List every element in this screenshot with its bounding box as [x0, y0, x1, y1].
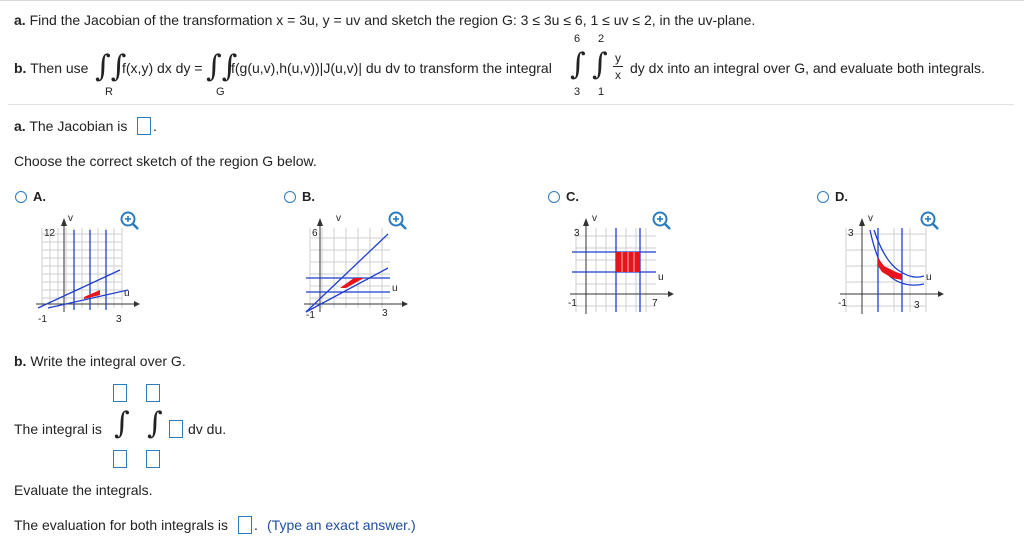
option-d-radio[interactable] — [817, 191, 829, 203]
integrand-xy: f(x,y) dx dy = — [122, 60, 203, 76]
option-d-u-tick: 3 — [914, 300, 920, 311]
option-b-v-tick: 6 — [312, 228, 318, 239]
option-a-v-tick: 12 — [44, 228, 56, 239]
region-g-label: G — [216, 86, 225, 98]
part-b-statement — [14, 60, 88, 76]
jacobian-prompt — [14, 118, 127, 134]
part-b-label: b. — [14, 60, 27, 76]
option-c-u-tick: 7 — [652, 298, 658, 309]
part-b-then-use: Then use — [30, 60, 89, 76]
answer-a-text: The Jacobian is — [29, 118, 128, 134]
integrand-uv: f(g(u,v),h(u,v))|J(u,v)| du dv to transform the integral — [231, 60, 552, 76]
option-c-v-tick: 3 — [574, 228, 580, 239]
iterated-integral-outer: ∫ — [570, 47, 586, 82]
part-a-label: a. — [14, 12, 26, 28]
option-c-neg-tick: -1 — [568, 298, 577, 309]
option-c-v-axis-label: v — [592, 213, 597, 224]
part-a-statement — [14, 12, 755, 28]
outer-upper-limit: 6 — [574, 33, 581, 45]
option-a-radio[interactable] — [15, 191, 27, 203]
integral-is-label: The integral is — [14, 421, 102, 437]
evaluate-text: Evaluate the integrals. — [14, 482, 153, 498]
inner-upper-limit-input[interactable] — [146, 384, 160, 402]
option-a-v-axis-label: v — [68, 213, 73, 224]
inner-upper-limit: 2 — [598, 33, 605, 45]
part-a-text: Find the Jacobian of the transformation x = 3u, y = uv and sketch the region G: 3 ≤ 3u ≤ 6, 1 ≤ uv ≤ 2, in the uv-plane. — [29, 12, 756, 28]
part-b-tail: dy dx into an integral over G, and evaluate both integrals. — [630, 60, 985, 76]
option-c-zoom-icon[interactable] — [652, 211, 672, 231]
option-d-label: D. — [835, 189, 848, 204]
option-d-u-axis-label: u — [926, 272, 932, 283]
outer-upper-limit-input[interactable] — [113, 384, 127, 402]
outer-lower-limit: 3 — [574, 86, 581, 98]
evaluation-period: . — [254, 517, 258, 533]
option-b-graph — [296, 208, 446, 328]
option-c-u-axis-label: u — [658, 272, 664, 283]
option-a-label: A. — [33, 189, 46, 204]
iterated-integral-inner: ∫ — [592, 47, 608, 82]
option-c-graph — [562, 208, 712, 328]
choose-sketch-text: Choose the correct sketch of the region G below. — [14, 153, 317, 169]
option-b-neg-tick: -1 — [306, 310, 315, 321]
evaluation-hint: (Type an exact answer.) — [267, 517, 416, 533]
option-d-zoom-icon[interactable] — [920, 211, 940, 231]
option-a-neg-tick: -1 — [38, 314, 47, 325]
fraction-numerator: y — [615, 51, 621, 65]
fraction-bar — [613, 66, 623, 67]
option-a-zoom-icon[interactable] — [120, 211, 140, 231]
region-r-label: R — [105, 86, 113, 98]
evaluation-input[interactable] — [238, 516, 252, 534]
option-b-radio[interactable] — [284, 191, 296, 203]
option-c-label: C. — [566, 189, 579, 204]
option-d-graph — [832, 208, 982, 328]
answer-a-label: a. — [14, 118, 26, 134]
integrand-input[interactable] — [169, 420, 183, 438]
option-c-radio[interactable] — [548, 191, 560, 203]
option-b-zoom-icon[interactable] — [388, 211, 408, 231]
inner-lower-limit: 1 — [598, 86, 605, 98]
outer-integral-sign: ∫ — [114, 406, 130, 441]
option-a-u-axis-label: u — [124, 288, 130, 299]
evaluation-label: The evaluation for both integrals is — [14, 517, 229, 533]
option-a-graph — [28, 208, 178, 328]
option-d-v-axis-label: v — [868, 213, 873, 224]
part-b-answer-label: b. — [14, 353, 27, 369]
double-integral-R: ∫∫ — [95, 49, 127, 84]
fraction-denominator: x — [615, 68, 621, 82]
jacobian-input[interactable] — [137, 117, 151, 135]
outer-lower-limit-input[interactable] — [113, 450, 127, 468]
part-b-answer-prompt — [14, 353, 186, 369]
double-integral-G: ∫∫ — [206, 49, 238, 84]
option-b-u-axis-label: u — [392, 283, 398, 294]
dv-du-text: dv du. — [188, 421, 227, 437]
option-b-u-tick: 3 — [382, 308, 388, 319]
option-b-v-axis-label: v — [336, 213, 341, 224]
inner-integral-sign: ∫ — [147, 406, 163, 441]
part-b-answer-text: Write the integral over G. — [30, 353, 186, 369]
option-d-neg-tick: -1 — [838, 298, 847, 309]
jacobian-period: . — [153, 118, 157, 134]
inner-lower-limit-input[interactable] — [146, 450, 160, 468]
option-b-label: B. — [302, 189, 315, 204]
option-a-u-tick: 3 — [116, 314, 122, 325]
option-d-v-tick: 3 — [848, 228, 854, 239]
